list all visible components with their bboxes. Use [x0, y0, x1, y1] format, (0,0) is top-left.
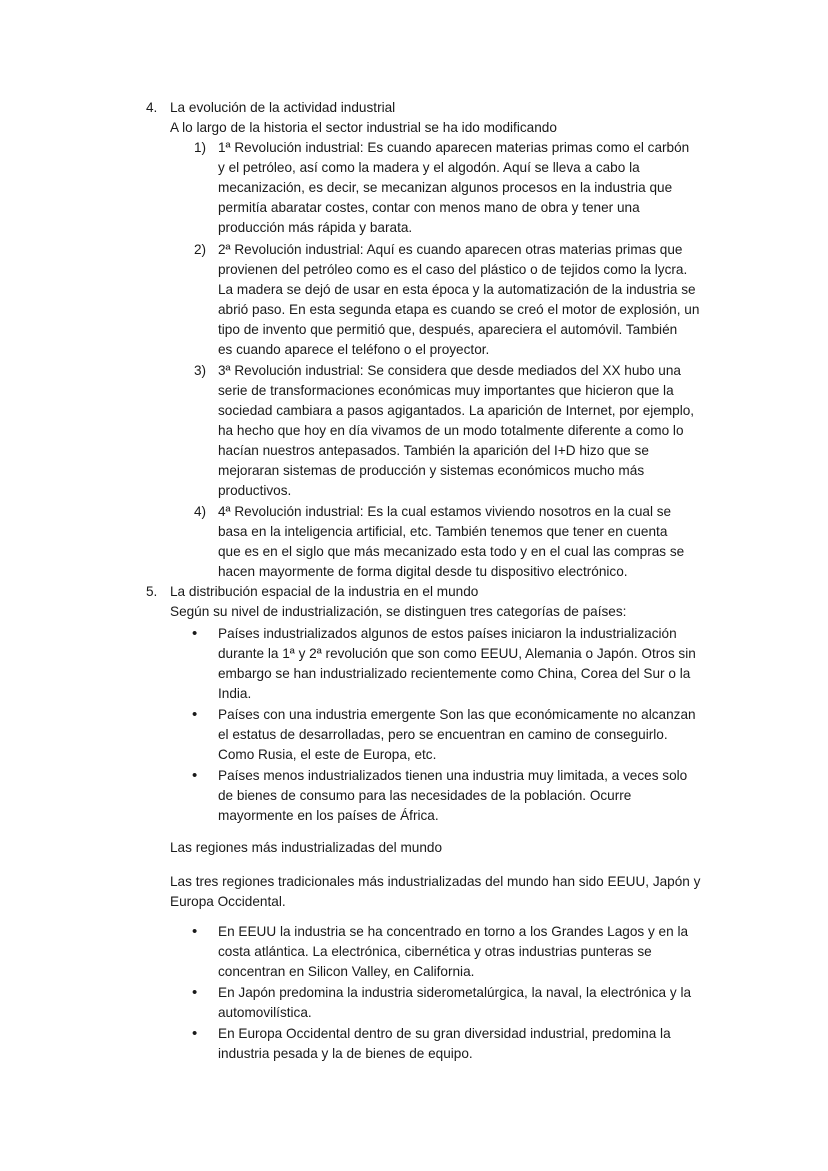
bullet-icon: • — [192, 625, 198, 642]
text-line: mecanización, es decir, se mecanizan algunos procesos en la industria que — [218, 180, 673, 195]
text-line: es cuando aparece el teléfono o el proyector. — [218, 342, 490, 357]
regions-paragraph-line: Europa Occidental. — [170, 894, 286, 909]
text-line: industria pesada y la de bienes de equipo. — [218, 1046, 473, 1061]
section-5-number: 5. — [146, 584, 158, 599]
text-line: En Europa Occidental dentro de su gran diversidad industrial, predomina la — [218, 1026, 671, 1041]
text-line: durante la 1ª y 2ª revolución que son como EEUU, Alemania o Japón. Otros sin — [218, 646, 696, 661]
text-line: productivos. — [218, 483, 292, 498]
text-line: En EEUU la industria se ha concentrado en torno a los Grandes Lagos y en la — [218, 924, 689, 939]
text-line: La madera se dejó de usar en esta época y la automatización de la industria se — [218, 282, 696, 297]
list-marker-4: 4) — [194, 504, 207, 519]
text-line: ha hecho que hoy en día vivamos de un modo totalmente diferente a como lo — [218, 423, 684, 438]
section-5-title: La distribución espacial de la industria en el mundo — [170, 584, 479, 599]
bullet-icon: • — [192, 923, 198, 940]
text-line: India. — [218, 686, 252, 701]
text-line: mayormente en los países de África. — [218, 808, 439, 823]
text-line: y el petróleo, así como la madera y el algodón. Aquí se lleva a cabo la — [218, 160, 640, 175]
text-line: tipo de invento que permitió que, después, apareciera el automóvil. También — [218, 322, 678, 337]
text-line: Como Rusia, el este de Europa, etc. — [218, 747, 437, 762]
section-4-number: 4. — [146, 100, 158, 115]
bullet-icon: • — [192, 984, 198, 1001]
text-line: Países industrializados algunos de estos países iniciaron la industrialización — [218, 626, 677, 641]
text-line: 1ª Revolución industrial: Es cuando aparecen materias primas como el carbón — [218, 140, 690, 155]
text-line: costa atlántica. La electrónica, cibernética y otras industrias punteras se — [218, 944, 652, 959]
text-line: 3ª Revolución industrial: Se considera que desde mediados del XX hubo una — [218, 363, 681, 378]
list-marker-3: 3) — [194, 363, 207, 378]
bullet-icon: • — [192, 706, 198, 723]
regions-paragraph-line: Las tres regiones tradicionales más industrializadas del mundo han sido EEUU, Japón y — [170, 874, 701, 889]
text-line: 2ª Revolución industrial: Aquí es cuando aparecen otras materias primas que — [218, 242, 683, 257]
bullet-icon: • — [192, 767, 198, 784]
bullet-icon: • — [192, 1025, 198, 1042]
text-line: mejoraran sistemas de producción y sistemas económicos mucho más — [218, 463, 645, 478]
section-4-intro: A lo largo de la historia el sector industrial se ha ido modificando — [170, 120, 557, 135]
text-line: sociedad cambiara a pasos agigantados. La aparición de Internet, por ejemplo, — [218, 403, 695, 418]
text-line: serie de transformaciones económicas muy importantes que hicieron que la — [218, 383, 674, 398]
text-line: Países con una industria emergente Son las que económicamente no alcanzan — [218, 707, 696, 722]
text-line: hacen mayormente de forma digital desde tu dispositivo electrónico. — [218, 564, 628, 579]
section-5-intro: Según su nivel de industrialización, se distinguen tres categorías de países: — [170, 604, 627, 619]
text-line: hacían nuestros antepasados. También la aparición del I+D hizo que se — [218, 443, 649, 458]
text-line: el estatus de desarrolladas, pero se encuentran en camino de conseguirlo. — [218, 727, 668, 742]
text-line: producción más rápida y barata. — [218, 220, 413, 235]
section-4-title: La evolución de la actividad industrial — [170, 100, 396, 115]
text-line: Países menos industrializados tienen una industria muy limitada, a veces solo — [218, 768, 688, 783]
text-line: embargo se han industrializado recientemente como China, Corea del Sur o la — [218, 666, 691, 681]
regions-heading: Las regiones más industrializadas del mundo — [170, 840, 443, 855]
text-line: En Japón predomina la industria siderometalúrgica, la naval, la electrónica y la — [218, 985, 692, 1000]
text-line: 4ª Revolución industrial: Es la cual estamos viviendo nosotros en la cual se — [218, 504, 672, 519]
text-line: de bienes de consumo para las necesidades de la población. Ocurre — [218, 788, 632, 803]
text-line: abrió paso. En esta segunda etapa es cuando se creó el motor de explosión, un — [218, 302, 700, 317]
text-line: provienen del petróleo como es el caso del plástico o de tejidos como la lycra. — [218, 262, 688, 277]
text-line: automovilística. — [218, 1005, 312, 1020]
list-marker-2: 2) — [194, 242, 207, 257]
text-line: concentran en Silicon Valley, en California. — [218, 964, 475, 979]
text-line: permitía abaratar costes, contar con menos mano de obra y tener una — [218, 200, 640, 215]
text-line: basa en la inteligencia artificial, etc. También tenemos que tener en cuenta — [218, 524, 668, 539]
text-line: que es en el siglo que más mecanizado esta todo y en el cual las compras se — [218, 544, 685, 559]
list-marker-1: 1) — [194, 140, 207, 155]
